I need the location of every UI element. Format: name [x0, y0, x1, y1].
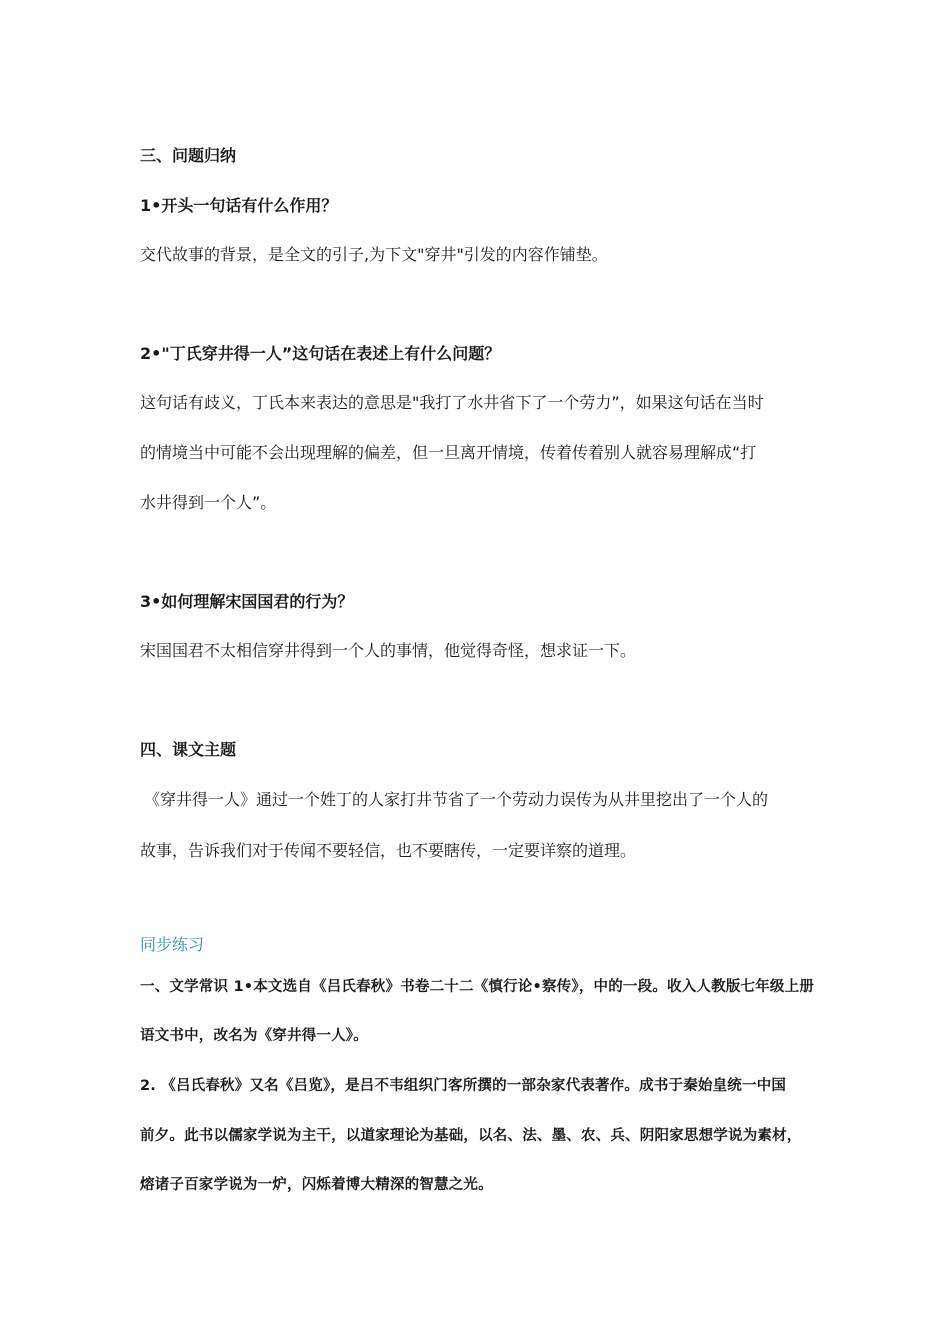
practice-item-1-line-2: 语文书中，改名为《穿井得一人》。	[140, 1028, 368, 1044]
question-3: 3•如何理解宋国国君的行为？	[140, 592, 354, 611]
question-2: 2•"丁氏穿井得一人”这句话在表述上有什么问题？	[140, 344, 501, 363]
question-1: 1•开头一句话有什么作用？	[140, 196, 338, 215]
practice-item-2-line-3: 熔诸子百家学说为一炉，闪烁着博大精深的智慧之光。	[140, 1177, 493, 1193]
section-heading-theme: 四、课文主题	[140, 740, 237, 759]
answer-1: 交代故事的背景，是全文的引子,为下文"穿井"引发的内容作铺垫。	[140, 245, 608, 264]
answer-2-line-3: 水井得到一个人”。	[140, 493, 277, 512]
section-heading-problems: 三、问题归纳	[140, 146, 237, 165]
answer-3: 宋国国君不太相信穿井得到一个人的事情，他觉得奇怪，想求证一下。	[140, 641, 637, 660]
answer-2-line-1: 这句话有歧义，丁氏本来表达的意思是"我打了水井省下了一个劳力”，如果这句话在当时	[140, 393, 764, 412]
practice-item-2-line-2: 前夕。此书以儒家学说为主干，以道家理论为基础，以名、法、墨、农、兵、阴阳家思想学说为素材，	[140, 1128, 802, 1144]
practice-item-1-line-1: 一、文学常识 1•本文选自《吕氏春秋》书卷二十二《慎行论•察传》，中的一段。收入人教版七年级上册	[140, 979, 815, 995]
practice-label: 同步练习	[140, 935, 205, 954]
practice-item-2-line-1: 2. 《吕氏春秋》又名《吕览》，是吕不韦组织门客所撰的一部杂家代表著作。成书于秦始皇统一中国	[140, 1078, 787, 1094]
theme-line-1: 《穿井得一人》通过一个姓丁的人家打井节省了一个劳动力误传为从井里挖出了一个人的	[144, 790, 769, 809]
answer-2-line-2: 的情境当中可能不会出现理解的偏差，但一旦离开情境，传着传着别人就容易理解成“打	[140, 443, 757, 462]
theme-line-2: 故事，告诉我们对于传闻不要轻信，也不要瞎传，一定要详察的道理。	[140, 841, 637, 860]
